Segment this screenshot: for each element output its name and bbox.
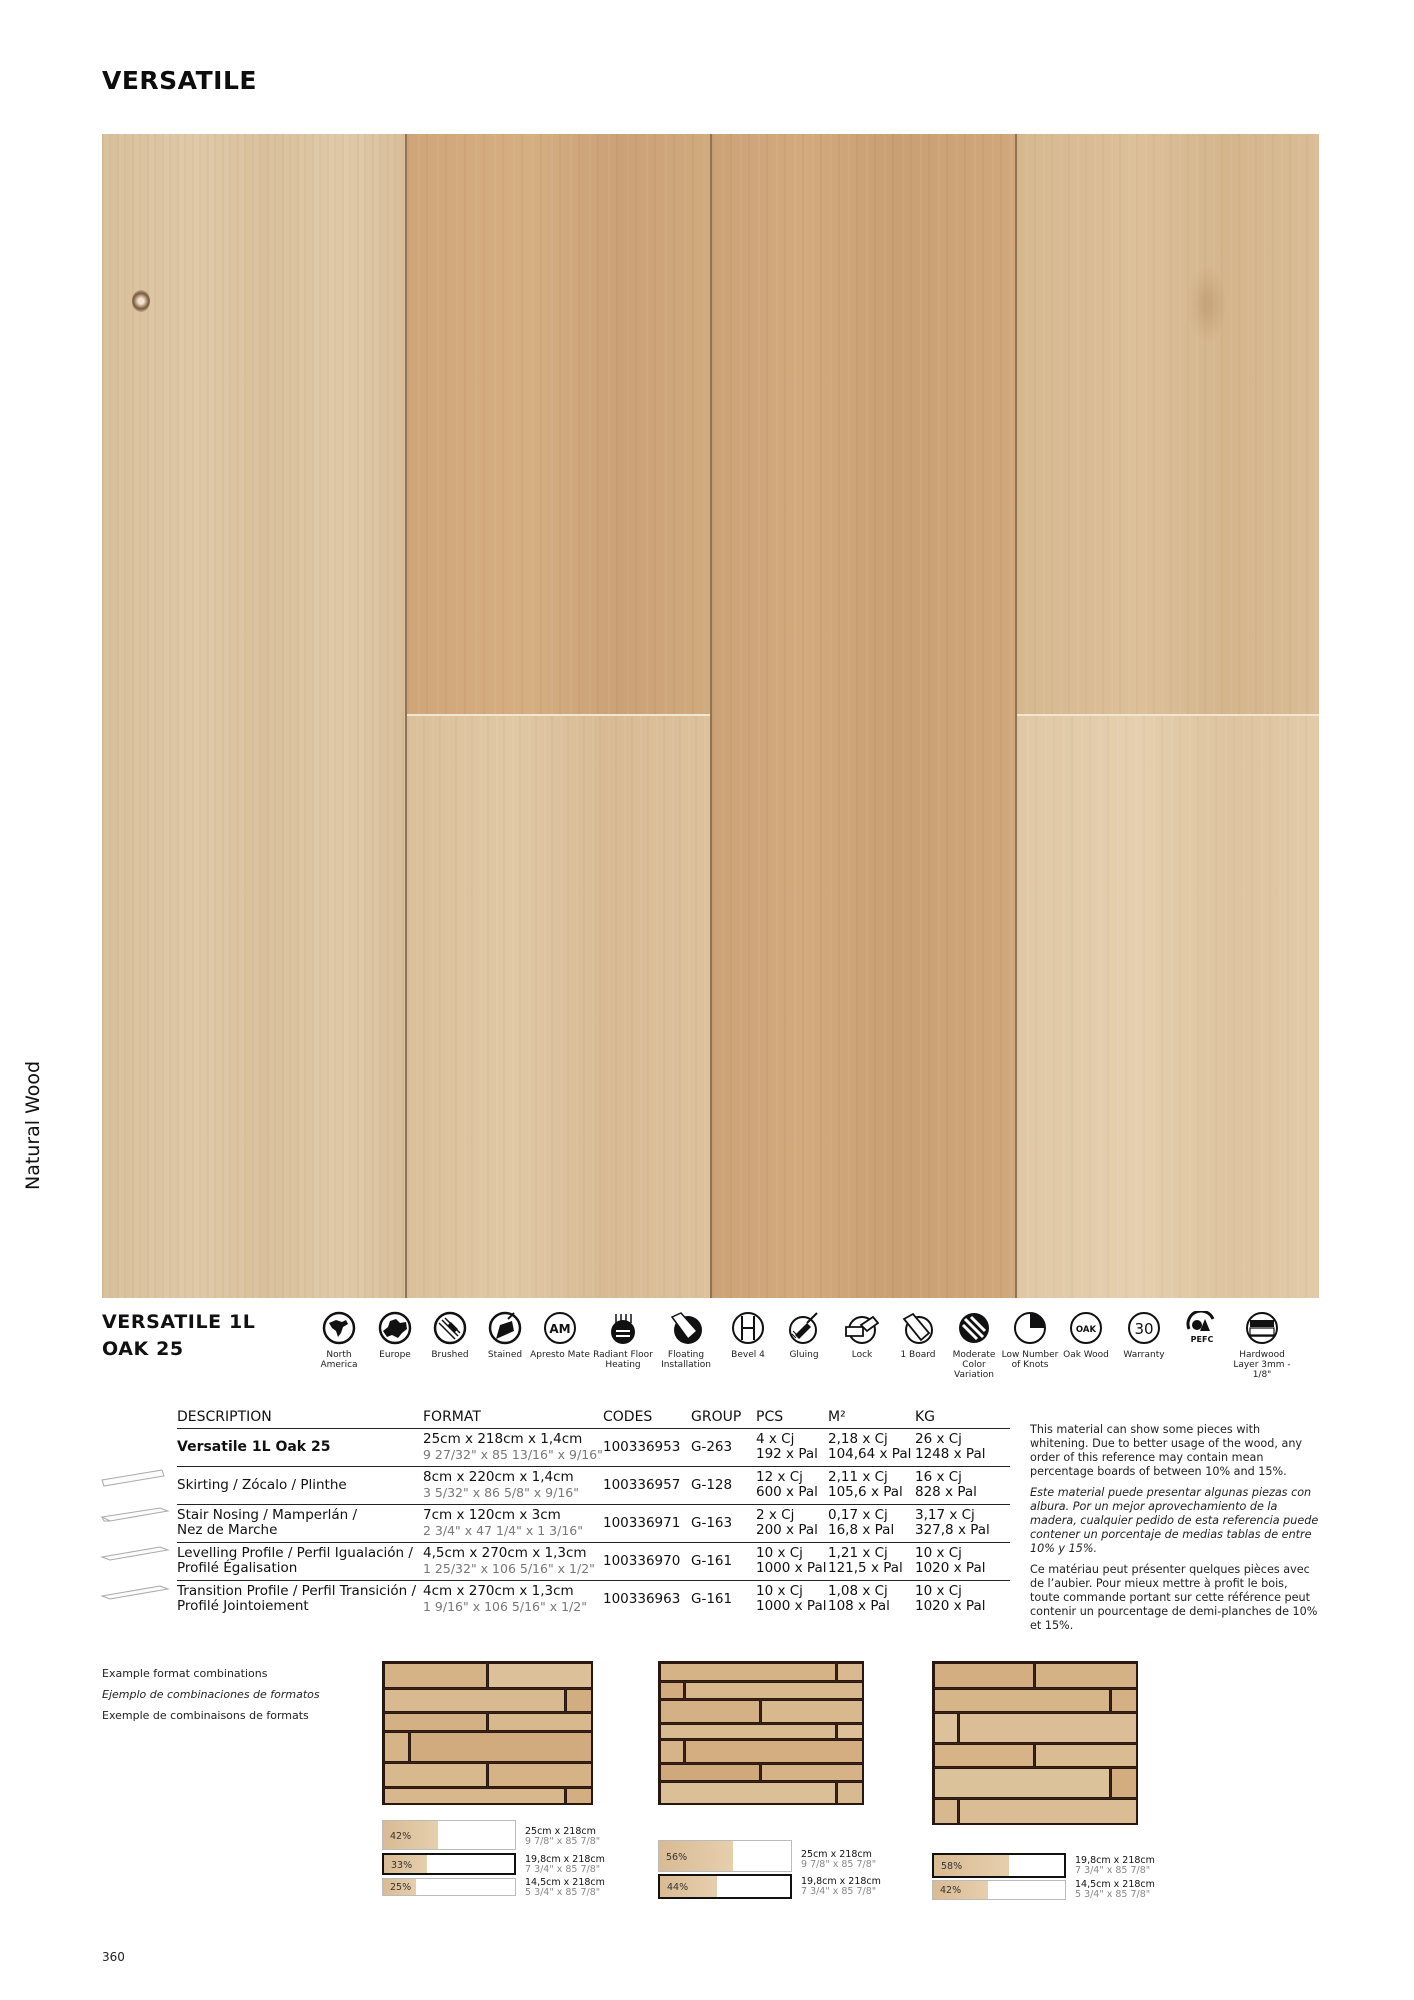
material-notes xyxy=(1030,1423,1320,1640)
col-m2: M² xyxy=(828,1408,915,1428)
col-group: GROUP xyxy=(691,1408,756,1428)
feature-warranty: 30 Warranty xyxy=(1112,1311,1176,1360)
cell-description: Levelling Profile / Perfil Igualación / Profilé Égalisation xyxy=(177,1542,423,1580)
note-english: This material can show some pieces with whitening. Due to better usage of the wood, any order of this reference may contain mean percentage boards of between 10% and 15%. xyxy=(1030,1423,1303,1478)
feature-radiant-floor-heating: Radiant Floor Heating xyxy=(591,1311,655,1370)
product-name-line2: OAK 25 xyxy=(102,1338,184,1360)
cell-pcs: 4 x Cj 192 x Pal xyxy=(756,1428,828,1466)
cell-group: G-161 xyxy=(691,1542,756,1580)
brushed-icon xyxy=(433,1311,467,1345)
cell-kg: 16 x Cj 828 x Pal xyxy=(915,1466,1010,1504)
col-codes: CODES xyxy=(603,1408,691,1428)
plank xyxy=(102,134,405,1298)
hardwood-layer-icon xyxy=(1245,1311,1279,1345)
moderate-color-variation-icon xyxy=(957,1311,991,1345)
feature-moderate-color-variation: Moderate Color Variation xyxy=(942,1311,1006,1380)
cell-m2: 1,08 x Cj 108 x Pal xyxy=(828,1583,890,1615)
cell-pcs: 10 x Cj 1000 x Pal xyxy=(756,1583,827,1615)
cell-m2: 0,17 x Cj 16,8 x Pal xyxy=(828,1504,915,1542)
stair-nosing-thumbnail xyxy=(100,1505,170,1525)
low-number-of-knots-icon xyxy=(1013,1311,1047,1345)
cell-group: G-163 xyxy=(691,1504,756,1542)
feature-pefc xyxy=(1170,1311,1234,1350)
cell-kg: 3,17 x Cj 327,8 x Pal xyxy=(915,1504,1010,1542)
cell-code: 100336963 xyxy=(603,1590,681,1607)
feature-hardwood-layer: Hardwood Layer 3mm - 1/8" xyxy=(1230,1311,1294,1380)
feature-bevel-4: Bevel 4 xyxy=(716,1311,780,1360)
table-row xyxy=(177,1504,1010,1542)
levelling-profile-thumbnail xyxy=(100,1543,170,1563)
cell-description: Stair Nosing / Mamperlán / Nez de Marche xyxy=(177,1504,423,1542)
combination-bar: 42% 14,5cm x 218cm 5 3/4" x 85 7/8" xyxy=(932,1880,1332,1900)
note-spanish: Este material puede presentar algunas piezas con albura. Por un mejor aprovechamiento de la madera, cualquier pedido de esta referencia puede contener un porcentaje de medias tablas de entre 10% y 15%. xyxy=(1030,1486,1319,1555)
feature-apresto-mate: AM Apresto Mate xyxy=(528,1311,592,1360)
cell-kg: 10 x Cj 1020 x Pal xyxy=(915,1583,986,1615)
table-row xyxy=(177,1580,1010,1618)
transition-profile-thumbnail xyxy=(100,1582,170,1602)
col-format: FORMAT xyxy=(423,1408,603,1428)
format-combinations-label: Example format combinations Ejemplo de combinaciones de formatos Exemple de combinaisons de formats xyxy=(102,1667,320,1722)
one-board-icon xyxy=(901,1311,935,1345)
cell-group: G-128 xyxy=(691,1466,756,1504)
combination-pattern-2 xyxy=(658,1661,864,1805)
feature-low-number-of-knots: Low Number of Knots xyxy=(998,1311,1062,1370)
plank xyxy=(407,716,710,1298)
plank xyxy=(407,134,710,714)
svg-text:OAK: OAK xyxy=(1075,1325,1097,1335)
warranty-icon xyxy=(1127,1311,1161,1345)
cell-code: 100336957 xyxy=(603,1466,691,1504)
svg-text:PEFC: PEFC xyxy=(1190,1335,1214,1344)
wood-knot xyxy=(132,290,150,312)
radiant-floor-heating-icon xyxy=(606,1311,640,1345)
combination-bar: 56% 25cm x 218cm 9 7/8" x 85 7/8" xyxy=(658,1840,1058,1872)
apresto-mate-icon xyxy=(543,1311,577,1345)
combination-pattern-1 xyxy=(382,1661,593,1805)
col-description: DESCRIPTION xyxy=(177,1408,423,1428)
svg-text:30: 30 xyxy=(1134,1320,1154,1338)
cell-code: 100336971 xyxy=(603,1504,691,1542)
skirting-thumbnail xyxy=(100,1468,170,1488)
cell-group: G-161 xyxy=(691,1590,733,1607)
cell-description: Skirting / Zócalo / Plinthe xyxy=(177,1466,423,1504)
combination-bar: 42% 25cm x 218cm 9 7/8" x 85 7/8" xyxy=(382,1820,782,1850)
feature-oak-wood: OAK Oak Wood xyxy=(1054,1311,1118,1360)
feature-gluing: Gluing xyxy=(772,1311,836,1360)
feature-lock: Lock xyxy=(830,1311,894,1360)
feature-north-america: North America xyxy=(307,1311,371,1370)
floating-installation-icon xyxy=(669,1311,703,1345)
bevel-4-icon xyxy=(731,1311,765,1345)
combination-pattern-3 xyxy=(932,1661,1138,1825)
cell-format: 4,5cm x 270cm x 1,3cm 1 25/32" x 106 5/16" x 1/2" xyxy=(423,1542,603,1580)
table-row xyxy=(177,1542,1010,1580)
europe-icon xyxy=(378,1311,412,1345)
cell-format: 8cm x 220cm x 1,4cm 3 5/32" x 86 5/8" x 9/16" xyxy=(423,1466,603,1504)
hero-wood-floor-image xyxy=(102,134,1319,1298)
cell-format: 4cm x 270cm x 1,3cm 1 9/16" x 106 5/16" x 1/2" xyxy=(423,1583,587,1615)
pefc-icon xyxy=(1185,1311,1219,1345)
cell-format: 25cm x 218cm x 1,4cm 9 27/32" x 85 13/16" x 9/16" xyxy=(423,1428,603,1466)
table-header-row xyxy=(177,1408,1010,1428)
combination-bar: 58% 19,8cm x 218cm 7 3/4" x 85 7/8" xyxy=(932,1853,1332,1878)
cell-code: 100336953 xyxy=(603,1428,691,1466)
cell-description: Transition Profile / Perfil Transición / Profilé Jointoiement xyxy=(177,1583,416,1615)
lock-icon xyxy=(845,1311,879,1345)
plank xyxy=(1017,716,1319,1298)
feature-floating-installation: Floating Installation xyxy=(654,1311,718,1370)
feature-europe: Europe xyxy=(363,1311,427,1360)
product-name-line1: VERSATILE 1L xyxy=(102,1311,256,1333)
combination-bar: 44% 19,8cm x 218cm 7 3/4" x 85 7/8" xyxy=(658,1874,1058,1899)
gluing-icon xyxy=(787,1311,821,1345)
cell-kg: 26 x Cj 1248 x Pal xyxy=(915,1428,1010,1466)
combination-bar: 33% 19,8cm x 218cm 7 3/4" x 85 7/8" xyxy=(382,1853,782,1875)
stained-icon xyxy=(488,1311,522,1345)
wood-knot xyxy=(1187,264,1227,344)
page-number: 360 xyxy=(102,1950,125,1964)
note-french: Ce matériau peut présenter quelques pièces avec de l’aubier. Pour mieux mettre à profit le bois, toute commande portant sur cette référence peut contenir un pourcentage de demi-planches de 10% et 15%. xyxy=(1030,1563,1318,1632)
product-name xyxy=(102,1309,256,1363)
cell-code: 100336970 xyxy=(603,1542,691,1580)
table-row xyxy=(177,1428,1010,1466)
cell-pcs: 12 x Cj 600 x Pal xyxy=(756,1466,828,1504)
feature-icons-row xyxy=(300,1311,1340,1391)
north-america-icon xyxy=(322,1311,356,1345)
cell-kg: 10 x Cj 1020 x Pal xyxy=(915,1542,1010,1580)
page-title: VERSATILE xyxy=(102,66,257,95)
cell-m2: 2,18 x Cj 104,64 x Pal xyxy=(828,1428,915,1466)
cell-m2: 1,21 x Cj 121,5 x Pal xyxy=(828,1542,915,1580)
feature-one-board: 1 Board xyxy=(886,1311,950,1360)
plank xyxy=(712,134,1015,1298)
plank xyxy=(1017,134,1319,714)
col-pcs: PCS xyxy=(756,1408,828,1428)
feature-brushed: Brushed xyxy=(418,1311,482,1360)
combination-bar: 25% 14,5cm x 218cm 5 3/4" x 85 7/8" xyxy=(382,1878,782,1896)
cell-description: Versatile 1L Oak 25 xyxy=(177,1428,423,1466)
cell-pcs: 2 x Cj 200 x Pal xyxy=(756,1504,828,1542)
cell-group: G-263 xyxy=(691,1428,756,1466)
cell-format: 7cm x 120cm x 3cm 2 3/4" x 47 1/4" x 1 3/16" xyxy=(423,1504,603,1542)
svg-text:AM: AM xyxy=(549,1322,571,1336)
oak-wood-icon xyxy=(1069,1311,1103,1345)
col-kg: KG xyxy=(915,1408,1010,1428)
table-row xyxy=(177,1466,1010,1504)
cell-pcs: 10 x Cj 1000 x Pal xyxy=(756,1542,828,1580)
feature-stained: Stained xyxy=(473,1311,537,1360)
cell-m2: 2,11 x Cj 105,6 x Pal xyxy=(828,1466,915,1504)
specifications-table xyxy=(177,1408,1010,1618)
section-side-label: Natural Wood xyxy=(22,1060,44,1190)
